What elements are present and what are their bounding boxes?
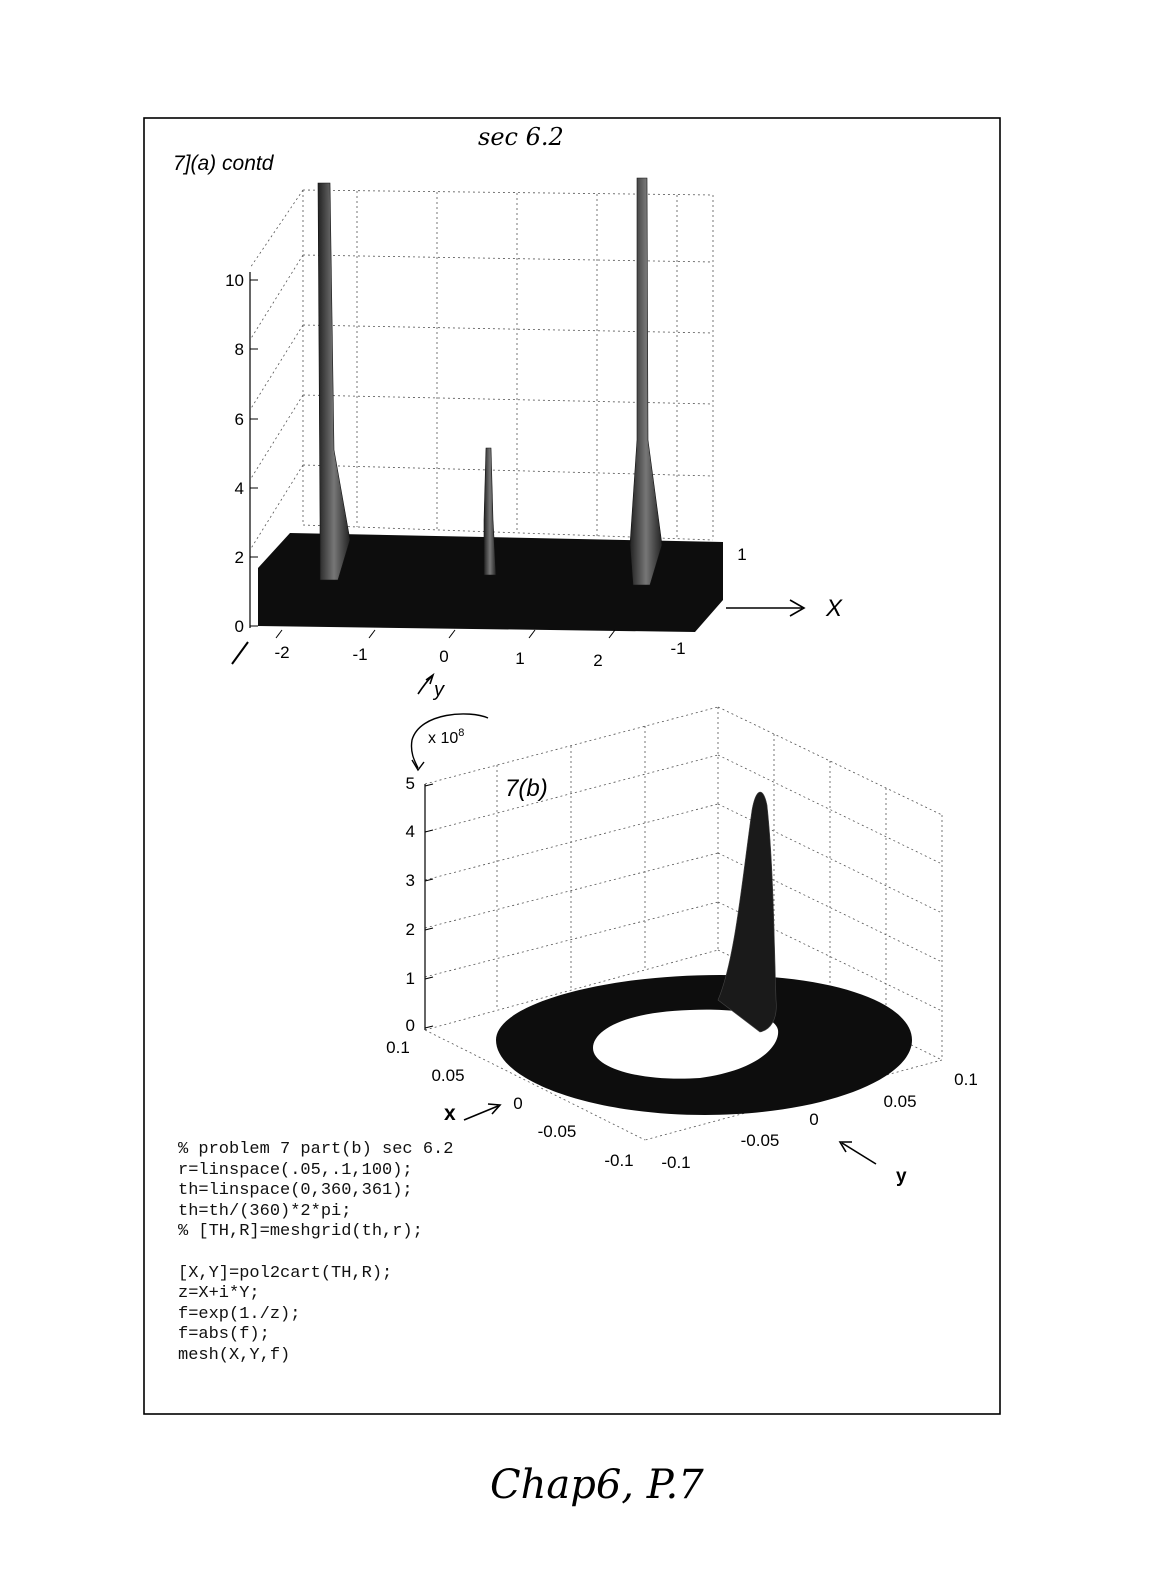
code-line: z=X+i*Y; xyxy=(178,1284,260,1304)
chart-a-x-tick-label: 1 xyxy=(515,649,525,668)
chart-a-x-tick-label: 0 xyxy=(439,647,449,666)
chart-a xyxy=(173,152,843,701)
chart-b-x-tick-label: 0.05 xyxy=(431,1066,465,1085)
chart-b-y-arrow-head xyxy=(840,1142,852,1152)
chart-b-z-tick-label: 3 xyxy=(405,871,415,890)
chart-a-z-tick-label: 2 xyxy=(234,548,244,567)
chart-a-z-tick-label: 8 xyxy=(234,340,244,359)
chart-a-axis-mark xyxy=(232,642,248,664)
chart-a-spike-right xyxy=(630,178,662,585)
chart-b-z-tick-label: 1 xyxy=(405,969,415,988)
chart-a-z-tick-label: 6 xyxy=(234,410,244,429)
chart-b-y-tick-label: 0.05 xyxy=(883,1092,917,1111)
code-listing xyxy=(178,1140,453,1367)
chart-a-z-tick-label: 4 xyxy=(234,479,244,498)
chart-a-z-tick-label: 10 xyxy=(225,271,244,290)
chart-b-x-tick-label: 0 xyxy=(513,1094,523,1113)
code-line: th=th/(360)*2*pi; xyxy=(178,1201,352,1221)
chart-a-y-tick-label: -1 xyxy=(670,639,686,658)
chart-b-scale-arrow-head xyxy=(412,760,424,770)
code-line: % problem 7 part(b) sec 6.2 xyxy=(178,1140,454,1159)
chart-b-x-tick-label: 0.1 xyxy=(386,1038,410,1057)
chart-b-z-tick-label: 2 xyxy=(405,920,415,939)
chart-b-y-tick-label: -0.1 xyxy=(661,1153,691,1172)
chart-b-z-ticks xyxy=(406,774,433,1035)
chart-b-scale-label: x $10^8$ xyxy=(428,727,465,747)
chart-b-y-tick-label: 0 xyxy=(809,1110,819,1129)
chart-b-z-tick-label: 0 xyxy=(405,1016,415,1035)
chart-a-spike-center xyxy=(484,448,496,575)
chart-b-y-label: y xyxy=(896,1166,907,1187)
chart-b xyxy=(386,707,978,1187)
chart-a-y-note: y xyxy=(434,679,444,701)
page-header: sec 6.2 xyxy=(478,123,564,151)
chart-b-annotation: 7(b) xyxy=(505,775,548,802)
chart-b-y-arrow xyxy=(842,1143,876,1164)
code-line: f=abs(f); xyxy=(178,1325,270,1345)
code-line: th=linspace(0,360,361); xyxy=(178,1181,413,1201)
chart-a-spikes xyxy=(318,178,662,585)
chart-b-z-tick-label: 4 xyxy=(405,822,415,841)
chart-a-x-tick-label: -2 xyxy=(274,643,290,662)
code-line: % [TH,R]=meshgrid(th,r); xyxy=(178,1222,423,1242)
chart-a-x-note: X xyxy=(826,595,843,622)
chart-b-z-tick-label: 5 xyxy=(405,774,415,793)
code-line: [X,Y]=pol2cart(TH,R); xyxy=(178,1263,393,1283)
chart-a-y-tick-label: 1 xyxy=(737,545,747,564)
chart-a-spike-left xyxy=(318,183,350,580)
chart-b-x-tick-label: -0.05 xyxy=(537,1122,577,1141)
code-line: f=exp(1./z); xyxy=(178,1304,301,1324)
chart-a-z-tick-label: 0 xyxy=(234,617,244,636)
chart-a-annotation: 7](a) contd xyxy=(173,152,274,175)
code-line: r=linspace(.05,.1,100); xyxy=(178,1160,413,1180)
chart-a-z-ticks xyxy=(225,271,258,636)
code-line-blank xyxy=(178,1243,453,1264)
chart-b-peak xyxy=(718,792,776,1032)
page-footer: Chap6, P.7 xyxy=(490,1462,704,1508)
chart-a-x-tick-label: -1 xyxy=(352,645,368,664)
chart-b-y-tick-label: 0.1 xyxy=(954,1070,978,1089)
chart-b-y-tick-label: -0.05 xyxy=(740,1131,780,1150)
chart-a-x-tick-label: 2 xyxy=(593,651,603,670)
chart-b-x-label: x xyxy=(444,1102,456,1125)
chart-b-annulus-surface xyxy=(496,975,912,1115)
code-line: mesh(X,Y,f) xyxy=(178,1345,291,1365)
chart-b-x-tick-label: -0.1 xyxy=(604,1151,634,1170)
